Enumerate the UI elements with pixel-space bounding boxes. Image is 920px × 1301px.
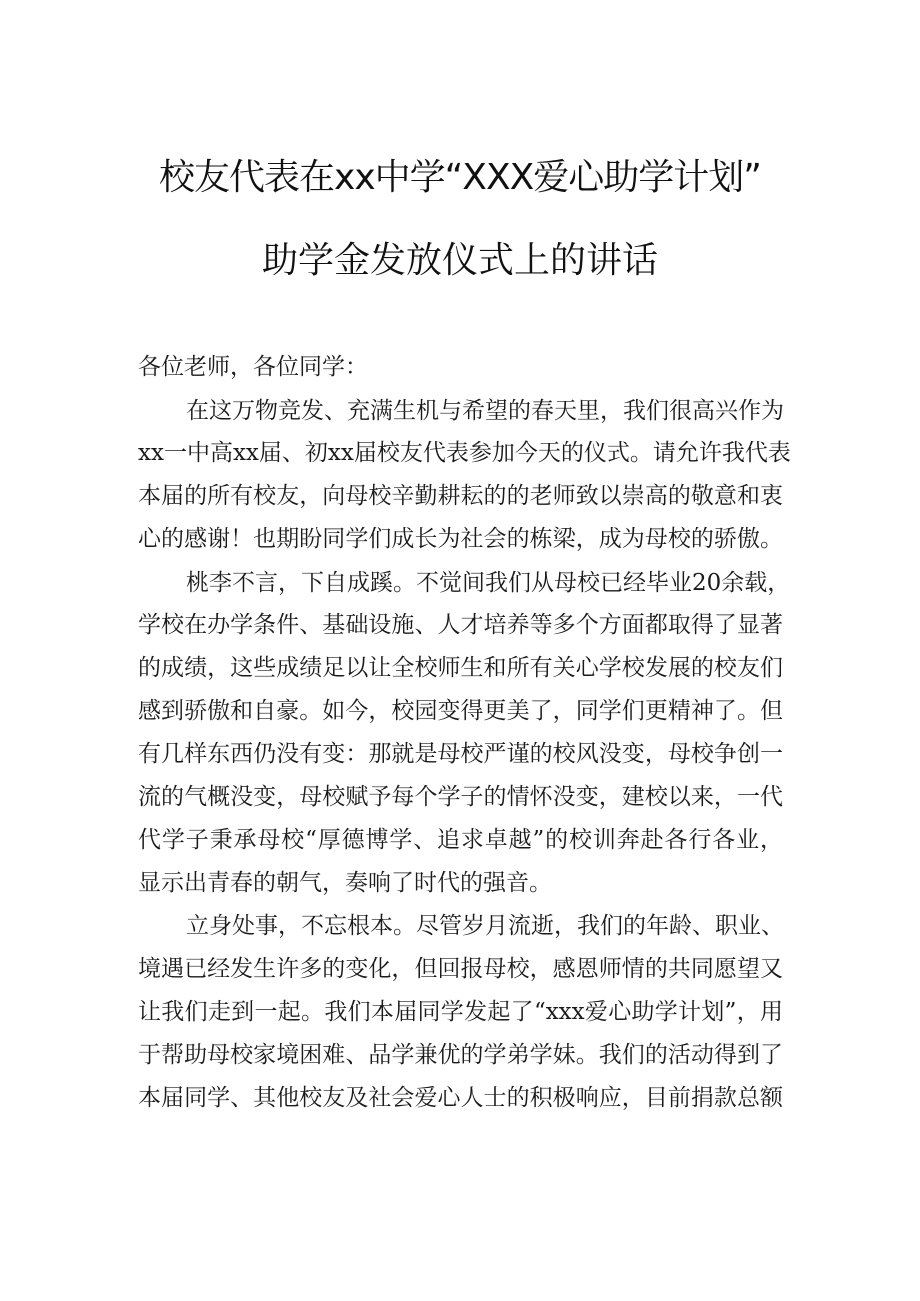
paragraph-line: 感到骄傲和自豪。如今，校园变得更美了，同学们更精神了。但: [138, 698, 783, 724]
paragraph-line: 有几样东西仍没有变：那就是母校严谨的校风没变，母校争创一: [138, 741, 783, 767]
paragraph-line: 学校在办学条件、基础设施、人才培养等多个方面都取得了显著: [138, 612, 783, 638]
paragraph-line: 本届的所有校友，向母校辛勤耕耘的的老师致以崇高的敬意和衷: [138, 483, 783, 509]
document-title-line-2: 助学金发放仪式上的讲话: [261, 240, 658, 281]
paragraph-line: 的成绩，这些成绩足以让全校师生和所有关心学校发展的校友们: [138, 655, 783, 681]
paragraph-line: 在这万物竞发、充满生机与希望的春天里，我们很高兴作为: [186, 398, 784, 424]
paragraph-line: 本届同学、其他校友及社会爱心人士的积极响应，目前捐款总额: [138, 1085, 783, 1111]
paragraph-line: 让我们走到一起。我们本届同学发起了“xxx爱心助学计划”，用: [138, 999, 783, 1025]
paragraph-line: 显示出青春的朝气，奏响了时代的强音。: [138, 870, 552, 896]
paragraph-line: 流的气概没变，母校赋予每个学子的情怀没变，建校以来，一代: [138, 784, 783, 810]
paragraph-line: xx一中高xx届、初xx届校友代表参加今天的仪式。请允许我代表: [138, 440, 791, 466]
paragraph-line: 代学子秉承母校“厚德博学、追求卓越”的校训奔赴各行各业，: [138, 827, 783, 853]
paragraph-line: 立身处事，不忘根本。尽管岁月流逝，我们的年龄、职业、: [186, 913, 784, 939]
document-title-line-1: 校友代表在xx中学“XXX爱心助学计划”: [159, 157, 761, 198]
paragraph-line: 心的感谢！也期盼同学们成长为社会的栋梁，成为母校的骄傲。: [138, 526, 783, 552]
paragraph-line: 境遇已经发生许多的变化，但回报母校，感恩师情的共同愿望又: [138, 956, 783, 982]
salutation: 各位老师，各位同学：: [138, 354, 368, 380]
paragraph-line: 桃李不言，下自成蹊。不觉间我们从母校已经毕业20余载，: [186, 570, 791, 596]
paragraph-line: 于帮助母校家境困难、品学兼优的学弟学妹。我们的活动得到了: [138, 1042, 783, 1068]
